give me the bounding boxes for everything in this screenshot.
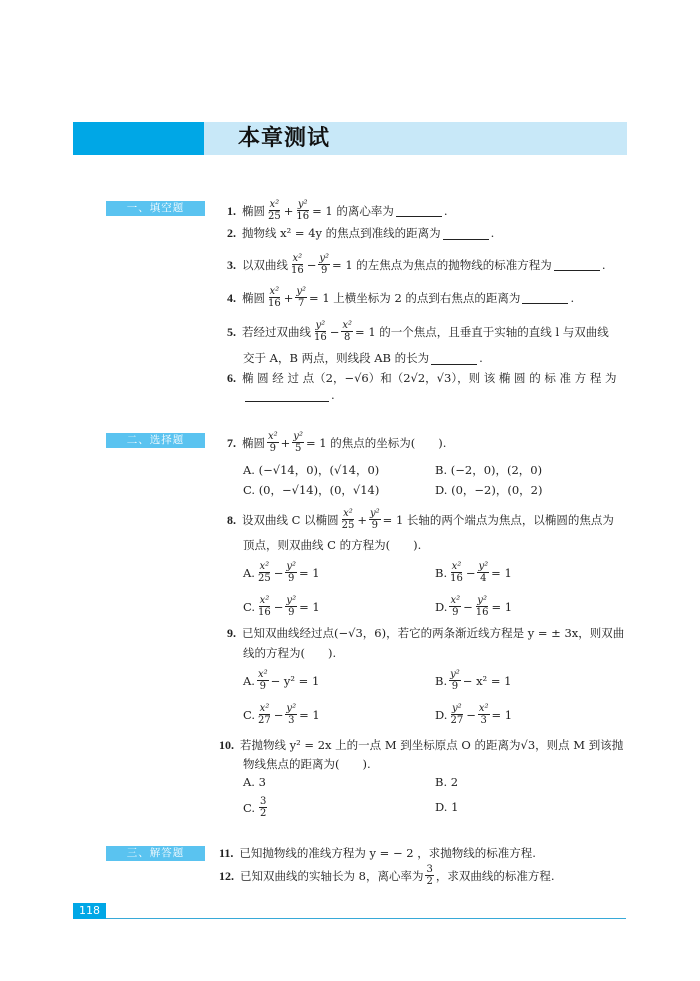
q8-option-c[interactable]: C. $\frac{\text{x²}}{16}$ − $\frac{\text{y²}}{9}$ = 1 [243, 595, 320, 618]
q9-option-c[interactable]: C. $\frac{\text{x²}}{27}$ − $\frac{\text{y²}}{3}$ = 1 [243, 703, 320, 726]
section-label-answer: 三、解答题 [106, 846, 205, 861]
q10-option-b[interactable]: B. 2 [435, 775, 459, 789]
q9-option-d[interactable]: D. $\frac{\text{y²}}{27}$ − $\frac{\text{x²}}{3}$ = 1 [435, 703, 513, 726]
q8-option-a[interactable]: A. $\frac{\text{x²}}{25}$ − $\frac{\text{y²}}{9}$ = 1 [243, 561, 320, 584]
q10-option-c[interactable]: C. $\frac{3}{2}$ [243, 796, 267, 819]
fraction: $\frac{\text{y²}}{9}$ [369, 508, 380, 531]
q9-option-b[interactable]: B. $\frac{\text{y²}}{9}$ − x² = 1 [435, 669, 512, 692]
fraction: $\frac{\text{y²}}{16}$ [314, 320, 327, 343]
chapter-header-accent [73, 122, 204, 155]
question-4: 4. 椭圆 $\frac{\text{x²}}{16}$ + $\frac{\text{y²}}{7}$ = 1 上横坐标为 2 的点到右焦点的距离为 . [227, 286, 575, 309]
question-6: 6. 椭 圆 经 过 点（2，−√6）和（2√2，√3），则 该 椭 圆 的 标 准 方 程 为 [227, 371, 617, 385]
q7-option-a[interactable]: A. (−√14，0)，(√14，0) [243, 463, 380, 477]
question-8-line-2: 顶点，则双曲线 C 的方程为( ). [243, 538, 422, 552]
fraction: $\frac{\text{y²}}{16}$ [296, 199, 310, 222]
answer-blank[interactable] [431, 352, 477, 365]
answer-blank[interactable] [554, 258, 600, 271]
q8-option-d[interactable]: D. $\frac{\text{x²}}{9}$ − $\frac{\text{y²}}{16}$ = 1 [435, 595, 513, 618]
q10-option-d[interactable]: D. 1 [435, 800, 459, 814]
fraction: $\frac{\text{y²}}{7}$ [296, 286, 307, 309]
answer-blank[interactable] [396, 204, 442, 217]
fraction: $\frac{\text{x²}}{25}$ [341, 508, 355, 531]
q9-option-a[interactable]: A. $\frac{\text{x²}}{9}$ − y² = 1 [243, 669, 320, 692]
section-label-fill-in: 一、填空题 [106, 201, 205, 216]
fraction: $\frac{\text{y²}}{9}$ [319, 253, 330, 276]
fraction: $\frac{\text{x²}}{8}$ [342, 320, 353, 343]
fraction: $\frac{\text{x²}}{9}$ [268, 431, 278, 454]
page-number: 118 [73, 903, 106, 919]
q7-option-b[interactable]: B. (−2，0)，(2，0) [435, 463, 543, 477]
question-7: 7. 椭圆 $\frac{\text{x²}}{9}$ + $\frac{\text{y²}}{5}$ = 1 的焦点的坐标为( ). [227, 431, 447, 454]
fraction: $\frac{\text{x²}}{16}$ [291, 253, 304, 276]
question-11: 11. 已知抛物线的准线方程为 y = − 2 ，求抛物线的标准方程. [219, 846, 536, 860]
question-8: 8. 设双曲线 C 以椭圆 $\frac{\text{x²}}{25}$ + $\frac{\text{y²}}{9}$ = 1 长轴的两个端点为焦点，以椭圆的焦点为 [227, 508, 614, 531]
answer-blank[interactable] [522, 291, 568, 304]
page-title: 本章测试 [238, 126, 331, 151]
answer-blank[interactable] [245, 389, 329, 402]
fraction: $\frac{3}{2}$ [426, 864, 433, 887]
question-5-line-2: 交于 A，B 两点，则线段 AB 的长为 . [243, 351, 483, 365]
question-10: 10. 若抛物线 y² = 2x 上的一点 M 到坐标原点 O 的距离为√3，则点 M 到该抛 [219, 738, 624, 752]
q8-option-b[interactable]: B. $\frac{\text{x²}}{16}$ − $\frac{\text{y²}}{4}$ = 1 [435, 561, 512, 584]
question-9-line-2: 线的方程为( ). [243, 646, 337, 660]
q7-option-c[interactable]: C. (0，−√14)，(0，√14) [243, 483, 380, 497]
question-10-line-2: 物线焦点的距离为( ). [243, 757, 371, 771]
q7-option-d[interactable]: D. (0，−2)，(0，2) [435, 483, 543, 497]
q10-option-a[interactable]: A. 3 [243, 775, 266, 789]
question-2: 2. 抛物线 x² = 4y 的焦点到准线的距离为 . [227, 226, 495, 240]
question-6-line-2: . [243, 388, 335, 402]
fraction: $\frac{\text{y²}}{5}$ [293, 431, 303, 454]
question-12: 12. 已知双曲线的实轴长为 8，离心率为 $\frac{3}{2}$ ，求双曲线的标准方程. [219, 864, 555, 887]
fraction: $\frac{\text{x²}}{16}$ [268, 286, 281, 309]
footer-divider [106, 918, 626, 919]
answer-blank[interactable] [443, 227, 489, 240]
question-9: 9. 已知双曲线经过点(−√3，6)，若它的两条渐近线方程是 y = ± 3x，则双曲 [227, 626, 625, 640]
question-3: 3. 以双曲线 $\frac{\text{x²}}{16}$ − $\frac{\text{y²}}{9}$ = 1 的左焦点为焦点的抛物线的标准方程为 . [227, 253, 606, 276]
question-1: 1. 椭圆 $\frac{\text{x²}}{25}$ + $\frac{\text{y²}}{16}$ = 1 的离心率为 . [227, 199, 448, 222]
question-5: 5. 若经过双曲线 $\frac{\text{y²}}{16}$ − $\frac{\text{x²}}{8}$ = 1 的一个焦点，且垂直于实轴的直线 l 与双曲线 [227, 320, 609, 343]
section-label-multiple-choice: 二、选择题 [106, 433, 205, 448]
fraction: $\frac{\text{x²}}{25}$ [268, 199, 281, 222]
